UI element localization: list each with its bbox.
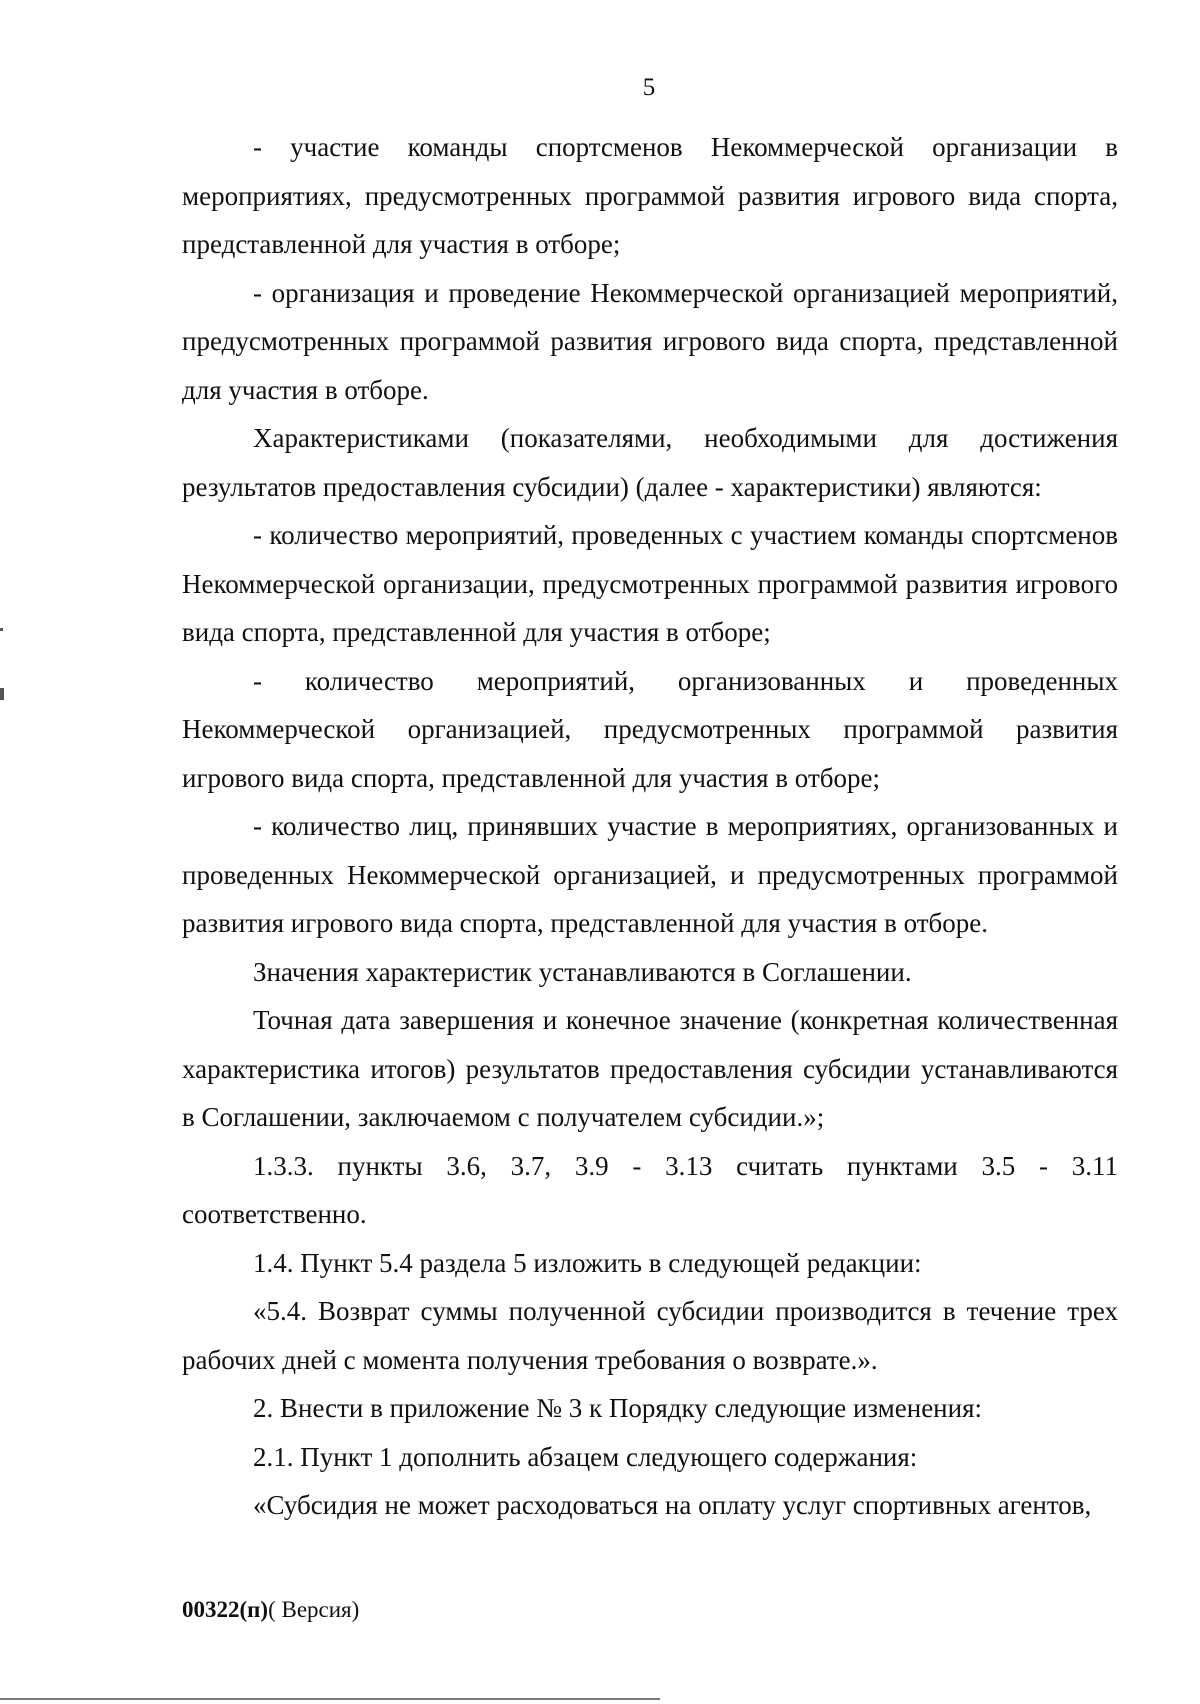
scan-edge-line bbox=[0, 1698, 660, 1700]
paragraph-subsidy-quote: «Субсидия не может расходоваться на оплату услуг спортивных агентов, bbox=[253, 1490, 1092, 1520]
paragraph-item-2: 2. Внести в приложение № 3 к Порядку следующие изменения: bbox=[253, 1393, 982, 1423]
paragraph-item-1-3-3: 1.3.3. пункты 3.6, 3.7, 3.9 - 3.13 считать пунктами 3.5 - 3.11 соответственно. bbox=[182, 1150, 1118, 1229]
document-version: ( Версия) bbox=[268, 1597, 360, 1622]
page-number: 5 bbox=[642, 74, 656, 101]
paragraph-characteristics-intro: Характеристиками (показателями, необходимыми для достижения результатов предоставления субсидии) (далее - характеристики) являются: bbox=[182, 423, 1118, 502]
paragraph-event-organization: - организация и проведение Некоммерческой организацией мероприятий, предусмотренных программой развития игрового вида спорта, представленной для участия в отборе. bbox=[182, 277, 1118, 405]
scan-artifact-mark bbox=[0, 688, 4, 700]
document-footer bbox=[182, 1595, 359, 1625]
paragraph-exact-date: Точная дата завершения и конечное значение (конкретная количественная характеристика итогов) результатов предоставления субсидии устанавливаются в Соглашении, заключаемом с получателем субсидии.»; bbox=[182, 1005, 1118, 1132]
paragraph-values-in-agreement: Значения характеристик устанавливаются в Соглашении. bbox=[253, 956, 912, 987]
document-code: 00322(п) bbox=[182, 1597, 269, 1622]
document-body bbox=[182, 123, 1118, 1530]
paragraph-item-1-4: 1.4. Пункт 5.4 раздела 5 изложить в следующей редакции: bbox=[253, 1247, 922, 1278]
paragraph-item-2-1: 2.1. Пункт 1 дополнить абзацем следующего содержания: bbox=[253, 1441, 918, 1472]
paragraph-events-with-team: - количество мероприятий, проведенных с участием команды спортсменов Некоммерческой организации, предусмотренных программой развития игрового вида спорта, представленной для участия в отборе; bbox=[182, 520, 1118, 647]
scan-artifact-mark bbox=[0, 628, 3, 631]
paragraph-events-organized: - количество мероприятий, организованных и проведенных Некоммерческой организацией, предусмотренных программой развития игрового вида спорта, представленной для участия в отборе; bbox=[182, 665, 1118, 793]
paragraph-participants-count: - количество лиц, принявших участие в мероприятиях, организованных и проведенных Некоммерческой организацией, и предусмотренных программой развития игрового вида спорта, представленной для участия в отборе. bbox=[182, 811, 1118, 938]
paragraph-team-participation: - участие команды спортсменов Некоммерческой организации в мероприятиях, предусмотренных программой развития игрового вида спорта, представленной для участия в отборе; bbox=[182, 132, 1118, 259]
paragraph-item-5-4-quote: «5.4. Возврат суммы полученной субсидии производится в течение трех рабочих дней с момента получения требования о возврате.». bbox=[182, 1296, 1118, 1375]
